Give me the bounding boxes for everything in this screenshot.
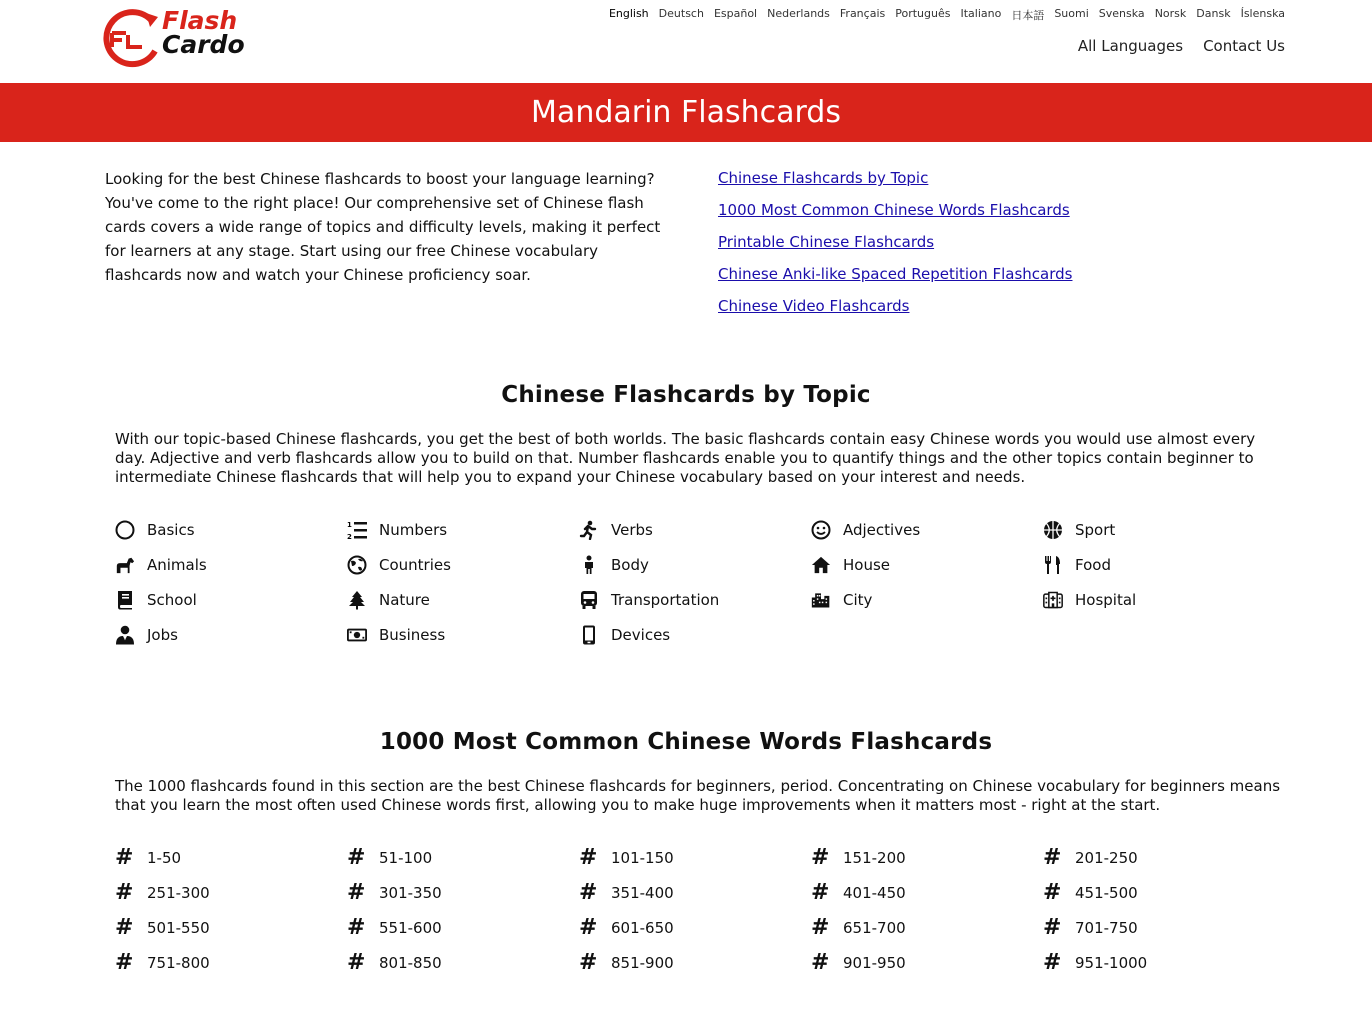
logo-cardo-text: Cardo [162, 30, 245, 59]
topic-label: City [843, 590, 873, 609]
range-label: 201-250 [1075, 848, 1138, 867]
logo-arrows-icon [100, 7, 162, 69]
topic-label: Animals [147, 555, 207, 574]
flashcardo-logo[interactable] [100, 7, 245, 69]
basketball-icon [1043, 520, 1063, 540]
svg-text:1: 1 [347, 520, 352, 529]
page-title: Mandarin Flashcards [531, 95, 841, 130]
topic-label: Adjectives [843, 520, 921, 539]
topic-label: School [147, 590, 197, 609]
title-banner [0, 83, 1372, 142]
topics-description: With our topic-based Chinese flashcards, you get the best of both worlds. The basic flashcards contain easy Chinese words you would use almost every day. Adjective and verb flashcards allow you to build on that. Number flashcards enable you to quantify things and the other topics contain beginner to intermediate Chinese flashcards that will help you to expand your Chinese vocabulary based on your interest and needs. [115, 430, 1256, 486]
money-bill-icon [347, 625, 367, 645]
hashtag-icon: # [1043, 879, 1062, 905]
topic-label: Jobs [147, 625, 178, 644]
link-1000-common[interactable]: 1000 Most Common Chinese Words Flashcards [718, 201, 1070, 219]
lang-deutsch[interactable]: Deutsch [658, 7, 704, 20]
range-label: 601-650 [611, 918, 674, 937]
ranges-grid [115, 840, 1285, 980]
range-link-601-650[interactable] [579, 910, 811, 945]
lang-espanol[interactable]: Español [713, 7, 758, 20]
hashtag-icon: # [811, 844, 830, 870]
hashtag-icon: # [347, 879, 366, 905]
hashtag-icon: # [115, 949, 134, 975]
site-header [0, 0, 1372, 83]
topic-adjectives[interactable] [811, 512, 1043, 547]
range-link-251-300[interactable] [115, 875, 347, 910]
person-icon [579, 555, 599, 575]
hashtag-icon: # [115, 879, 134, 905]
all-languages-link[interactable]: All Languages [1077, 37, 1184, 55]
topics-grid [115, 512, 1285, 652]
topic-hospital[interactable] [1043, 582, 1275, 617]
range-link-501-550[interactable] [115, 910, 347, 945]
topic-label: Hospital [1075, 590, 1137, 609]
range-label: 701-750 [1075, 918, 1138, 937]
lang-nederlands[interactable]: Nederlands [767, 7, 830, 20]
range-label: 901-950 [843, 953, 906, 972]
tree-icon [347, 590, 367, 610]
topic-sport[interactable] [1043, 512, 1275, 547]
hashtag-icon: # [347, 914, 366, 940]
range-link-51-100[interactable] [347, 840, 579, 875]
book-icon [115, 590, 135, 610]
range-link-901-950[interactable] [811, 945, 1043, 980]
topic-numbers[interactable] [347, 512, 579, 547]
topic-label: Devices [611, 625, 671, 644]
lang-italiano[interactable]: Italiano [960, 7, 1002, 20]
hashtag-icon: # [811, 879, 830, 905]
range-link-651-700[interactable] [811, 910, 1043, 945]
range-label: 251-300 [147, 883, 210, 902]
range-label: 401-450 [843, 883, 906, 902]
topic-label: Transportation [611, 590, 720, 609]
topic-body[interactable] [579, 547, 811, 582]
range-link-451-500[interactable] [1043, 875, 1275, 910]
running-icon [579, 520, 599, 540]
range-label: 751-800 [147, 953, 210, 972]
hashtag-icon: # [579, 879, 598, 905]
utensils-icon [1043, 555, 1063, 575]
topic-label: Nature [379, 590, 430, 609]
hashtag-icon: # [811, 949, 830, 975]
hashtag-icon: # [115, 914, 134, 940]
lang-japanese[interactable]: 日本語 [1011, 9, 1045, 22]
topic-label: Basics [147, 520, 195, 539]
range-label: 851-900 [611, 953, 674, 972]
smile-icon [811, 520, 831, 540]
range-label: 101-150 [611, 848, 674, 867]
topic-nature[interactable] [347, 582, 579, 617]
range-label: 451-500 [1075, 883, 1138, 902]
city-icon [811, 590, 831, 610]
hashtag-icon: # [347, 949, 366, 975]
topic-label: Numbers [379, 520, 448, 539]
range-label: 351-400 [611, 883, 674, 902]
intro-text: Looking for the best Chinese flashcards to boost your language learning? You've come to the right place! Our comprehensive set of Chinese flash cards covers a wide range of topics and difficulty levels, making it perfect for learners at any stage. Start using our free Chinese vocabulary flashcards now and watch your Chinese proficiency soar. [105, 170, 661, 284]
lang-norsk[interactable]: Norsk [1154, 7, 1187, 20]
contact-us-link[interactable]: Contact Us [1203, 37, 1285, 55]
topic-food[interactable] [1043, 547, 1275, 582]
common-words-heading: 1000 Most Common Chinese Words Flashcards [379, 729, 993, 755]
range-link-801-850[interactable] [347, 945, 579, 980]
circle-icon [115, 520, 135, 540]
topic-house[interactable] [811, 547, 1043, 582]
hashtag-icon: # [115, 844, 134, 870]
range-label: 551-600 [379, 918, 442, 937]
range-link-351-400[interactable] [579, 875, 811, 910]
lang-dansk[interactable]: Dansk [1196, 7, 1231, 20]
range-link-551-600[interactable] [347, 910, 579, 945]
range-link-701-750[interactable] [1043, 910, 1275, 945]
range-link-151-200[interactable] [811, 840, 1043, 875]
hashtag-icon: # [579, 844, 598, 870]
svg-text:2: 2 [347, 532, 352, 540]
top-nav [1078, 37, 1285, 55]
link-printable[interactable]: Printable Chinese Flashcards [718, 233, 935, 251]
common-words-description: The 1000 flashcards found in this section are the best Chinese flashcards for beginners, period. Concentrating on Chinese vocabulary for beginners means that you learn the most often used Chinese words first, allowing you to make huge improvements when it matters most - right at the start. [115, 777, 1281, 814]
range-link-851-900[interactable] [579, 945, 811, 980]
range-link-401-450[interactable] [811, 875, 1043, 910]
range-label: 151-200 [843, 848, 906, 867]
hospital-icon [1043, 590, 1063, 610]
lang-islenska[interactable]: Íslenska [1240, 7, 1285, 20]
topic-animals[interactable] [115, 547, 347, 582]
range-label: 301-350 [379, 883, 442, 902]
topic-city[interactable] [811, 582, 1043, 617]
range-link-951-1000[interactable] [1043, 945, 1275, 980]
topics-heading: Chinese Flashcards by Topic [501, 382, 871, 408]
home-icon [811, 555, 831, 575]
link-anki[interactable]: Chinese Anki-like Spaced Repetition Flashcards [718, 265, 1073, 283]
range-link-201-250[interactable] [1043, 840, 1275, 875]
range-link-1-50[interactable] [115, 840, 347, 875]
topic-devices[interactable] [579, 617, 811, 652]
range-link-301-350[interactable] [347, 875, 579, 910]
topic-school[interactable] [115, 582, 347, 617]
mobile-icon [579, 625, 599, 645]
topic-label: Sport [1075, 520, 1116, 539]
quick-links [718, 166, 1072, 326]
hashtag-icon: # [1043, 914, 1062, 940]
topic-verbs[interactable] [579, 512, 811, 547]
range-label: 501-550 [147, 918, 210, 937]
logo-flash-text: Flash [162, 6, 238, 35]
hashtag-icon: # [811, 914, 830, 940]
topic-label: Body [611, 555, 649, 574]
range-label: 1-50 [147, 848, 182, 867]
hashtag-icon: # [347, 844, 366, 870]
hashtag-icon: # [1043, 949, 1062, 975]
topic-label: Countries [379, 555, 451, 574]
topic-jobs[interactable] [115, 617, 347, 652]
hashtag-icon: # [1043, 844, 1062, 870]
globe-icon [347, 555, 367, 575]
link-topics[interactable]: Chinese Flashcards by Topic [718, 169, 929, 187]
lang-portugues[interactable]: Português [895, 7, 951, 20]
range-label: 801-850 [379, 953, 442, 972]
topic-business[interactable] [347, 617, 579, 652]
topic-transportation[interactable] [579, 582, 811, 617]
list-ol-icon [347, 520, 367, 540]
range-link-751-800[interactable] [115, 945, 347, 980]
topic-basics[interactable] [115, 512, 347, 547]
topic-label: Business [379, 625, 446, 644]
topic-countries[interactable] [347, 547, 579, 582]
lang-svenska[interactable]: Svenska [1098, 7, 1145, 20]
topic-label: House [843, 555, 891, 574]
lang-francais[interactable]: Français [839, 7, 886, 20]
range-label: 951-1000 [1075, 953, 1148, 972]
language-switcher [609, 7, 1285, 23]
hashtag-icon: # [579, 949, 598, 975]
horse-icon [115, 555, 135, 575]
topic-label: Food [1075, 555, 1111, 574]
range-link-101-150[interactable] [579, 840, 811, 875]
link-video[interactable]: Chinese Video Flashcards [718, 297, 910, 315]
hashtag-icon: # [579, 914, 598, 940]
lang-english[interactable]: English [608, 7, 649, 20]
bus-icon [579, 590, 599, 610]
topic-label: Verbs [611, 520, 653, 539]
lang-suomi[interactable]: Suomi [1054, 7, 1089, 20]
range-label: 51-100 [379, 848, 433, 867]
range-label: 651-700 [843, 918, 906, 937]
user-tie-icon [115, 625, 135, 645]
